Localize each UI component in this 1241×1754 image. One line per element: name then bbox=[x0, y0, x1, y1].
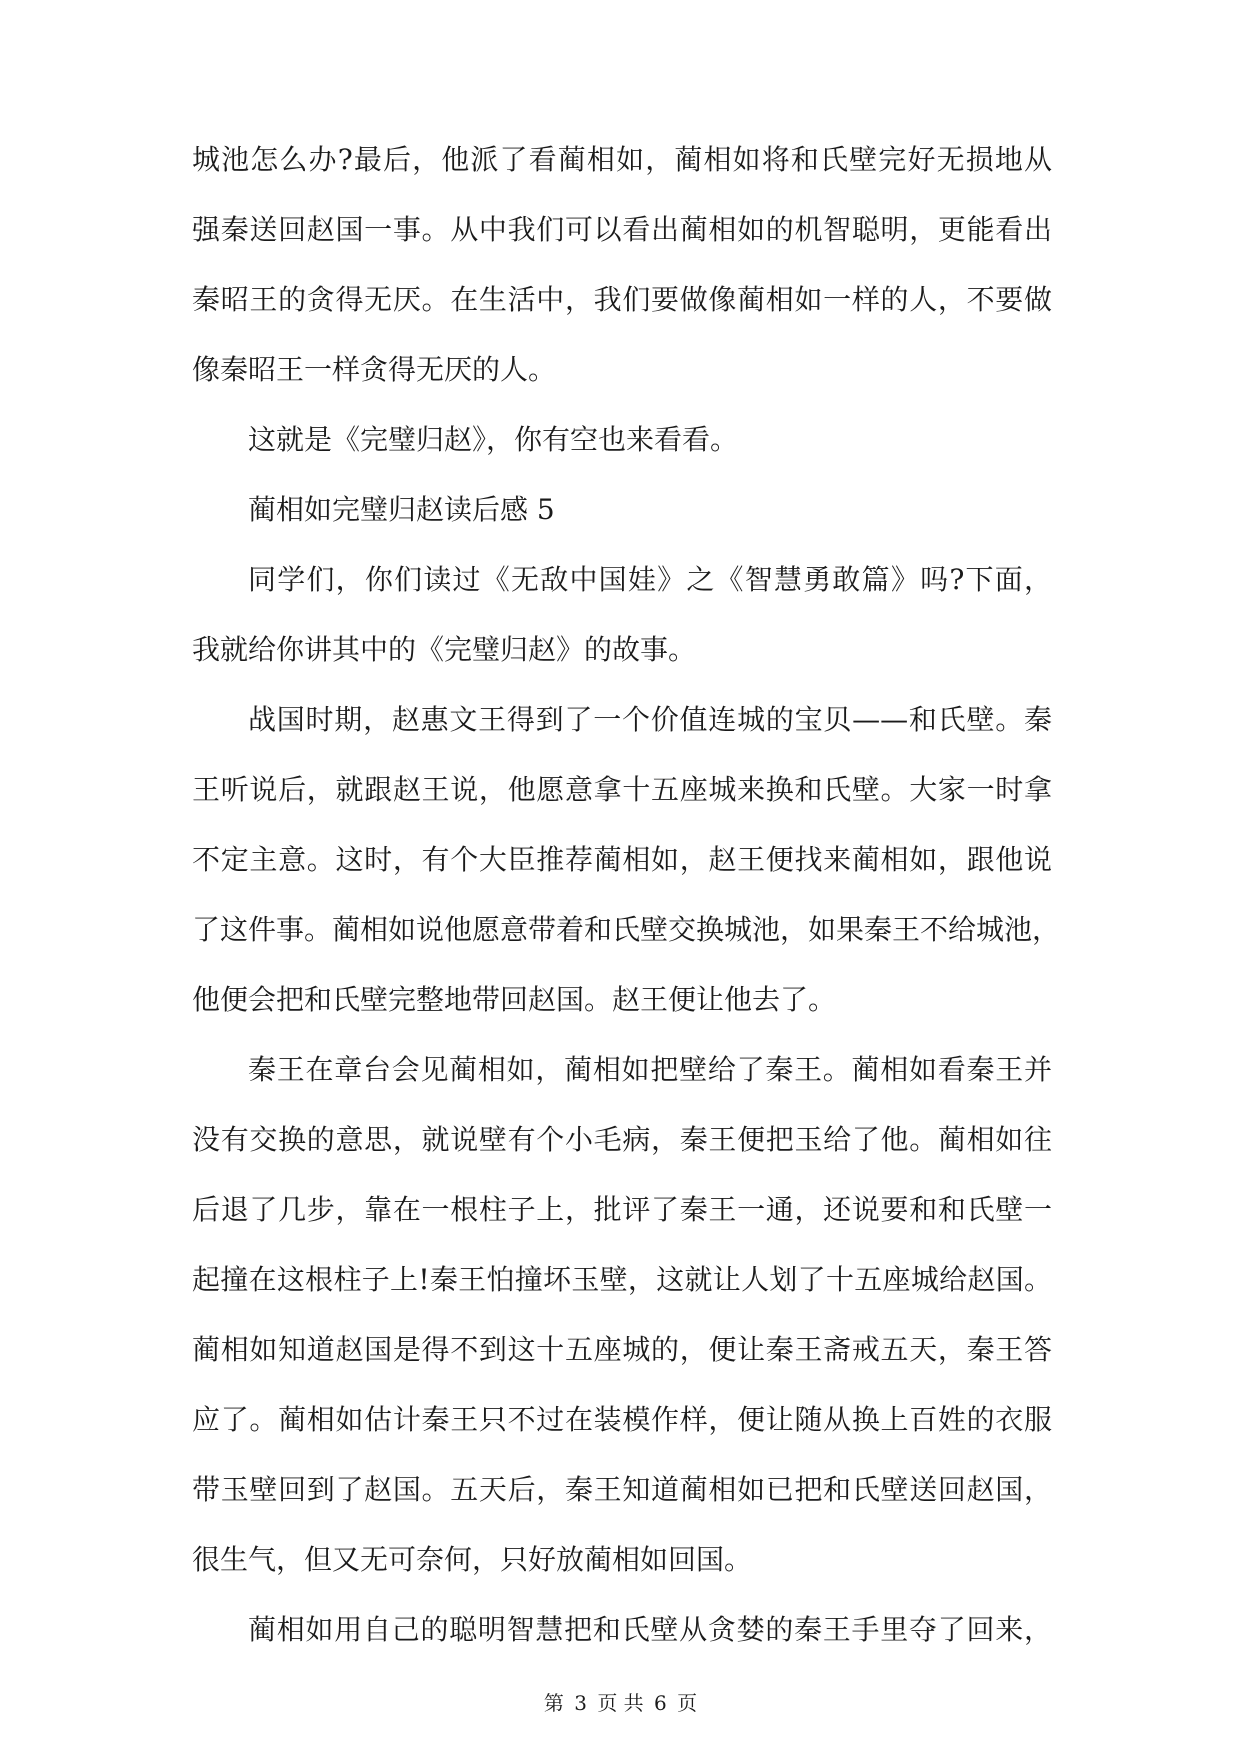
text-line: 他便会把和氏壁完整地带回赵国。赵王便让他去了。 bbox=[192, 983, 837, 1016]
text-line: 同学们，你们读过《无敌中国娃》之《智慧勇敢篇》吗?下面， bbox=[248, 563, 1052, 596]
text-line: 蔺相如知道赵国是得不到这十五座城的，便让秦王斋戒五天，秦王答 bbox=[192, 1333, 1052, 1366]
section-heading: 蔺相如完璧归赵读后感 5 bbox=[248, 493, 555, 526]
text-line: 带玉壁回到了赵国。五天后，秦王知道蔺相如已把和氏壁送回赵国， bbox=[192, 1473, 1052, 1506]
text-line: 起撞在这根柱子上!秦王怕撞坏玉壁，这就让人划了十五座城给赵国。 bbox=[192, 1263, 1052, 1296]
text-line: 后退了几步，靠在一根柱子上，批评了秦王一通，还说要和和氏壁一 bbox=[192, 1193, 1052, 1226]
text-line: 王听说后，就跟赵王说，他愿意拿十五座城来换和氏壁。大家一时拿 bbox=[192, 773, 1052, 806]
text-line: 秦王在章台会见蔺相如，蔺相如把壁给了秦王。蔺相如看秦王并 bbox=[248, 1053, 1052, 1086]
text-line: 强秦送回赵国一事。从中我们可以看出蔺相如的机智聪明，更能看出 bbox=[192, 213, 1052, 246]
text-line: 秦昭王的贪得无厌。在生活中，我们要做像蔺相如一样的人，不要做 bbox=[192, 283, 1052, 316]
text-line: 很生气，但又无可奈何，只好放蔺相如回国。 bbox=[192, 1543, 753, 1576]
footer-middle: 页 共 bbox=[597, 1691, 644, 1715]
footer-prefix: 第 bbox=[543, 1691, 564, 1715]
text-line: 蔺相如用自己的聪明智慧把和氏壁从贪婪的秦王手里夺了回来， bbox=[248, 1613, 1052, 1646]
text-line: 了这件事。蔺相如说他愿意带着和氏壁交换城池，如果秦王不给城池， bbox=[192, 913, 1061, 946]
text-line: 没有交换的意思，就说壁有个小毛病，秦王便把玉给了他。蔺相如往 bbox=[192, 1123, 1052, 1156]
text-line: 应了。蔺相如估计秦王只不过在装模作样，便让随从换上百姓的衣服 bbox=[192, 1403, 1052, 1436]
text-line: 城池怎么办?最后，他派了看蔺相如，蔺相如将和氏壁完好无损地从 bbox=[192, 143, 1052, 176]
footer-total-pages: 6 bbox=[654, 1691, 667, 1715]
text-line: 我就给你讲其中的《完璧归赵》的故事。 bbox=[192, 633, 697, 666]
page-footer bbox=[0, 1688, 1241, 1718]
text-line: 战国时期，赵惠文王得到了一个价值连城的宝贝——和氏壁。秦 bbox=[248, 703, 1052, 736]
footer-page-number: 3 bbox=[574, 1691, 587, 1715]
text-line: 不定主意。这时，有个大臣推荐蔺相如，赵王便找来蔺相如，跟他说 bbox=[192, 843, 1052, 876]
text-line: 这就是《完璧归赵》，你有空也来看看。 bbox=[248, 423, 739, 456]
text-line: 像秦昭王一样贪得无厌的人。 bbox=[192, 353, 557, 386]
footer-suffix: 页 bbox=[677, 1691, 698, 1715]
